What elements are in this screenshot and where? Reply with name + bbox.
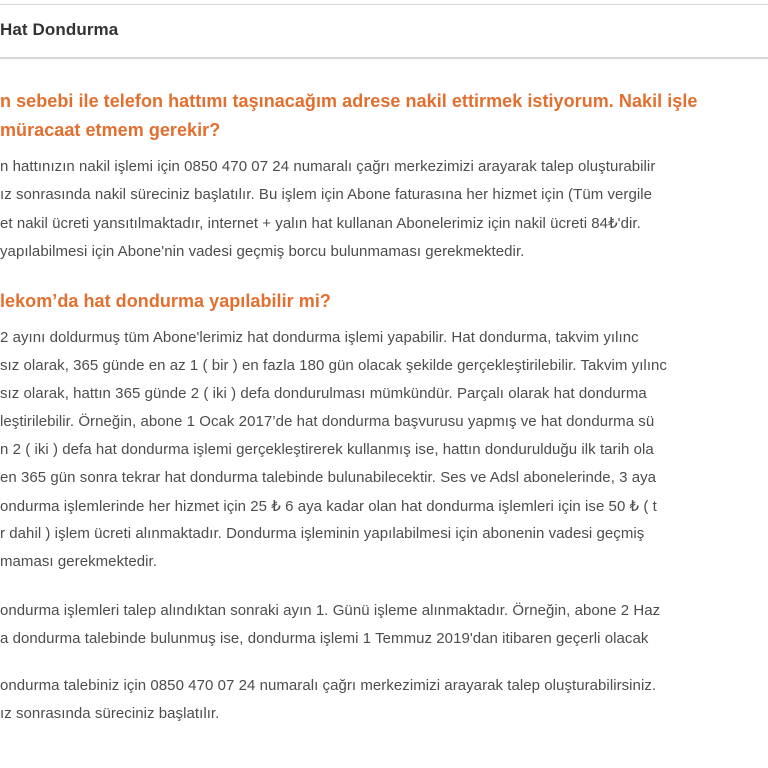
paragraph-line: r dahil ) işlem ücreti alınmaktadır. Dondurma işleminin yapılabilmesi için abonenin vadesi geçmiş [0, 525, 645, 542]
paragraph-line: a dondurma talebinde bulunmuş ise, dondurma işlemi 1 Temmuz 2019'dan itibaren geçerli olacak [0, 630, 649, 647]
paragraph-line: yapılabilmesi için Abone'nin vadesi geçmiş borcu bulunmaması gerekmektedir. [0, 243, 525, 260]
page-title: Hat Dondurma [0, 20, 119, 39]
paragraph-line: ız sonrasında süreciniz başlatılır. [0, 705, 220, 722]
paragraph-line: ondurma talebiniz için 0850 470 07 24 numaralı çağrı merkezimizi arayarak talep oluşturabilirsiniz. [0, 677, 657, 694]
paragraph-line: et nakil ücreti yansıtılmaktadır, internet + yalın hat kullanan Abonelerimiz için nakil ücreti 84₺'dir. [0, 215, 641, 232]
paragraph-line: ondurma işlemleri talep alındıktan sonraki ayın 1. Günü işleme alınmaktadır. Örneğin, abone 2 Haz [0, 602, 661, 619]
paragraph-line: leştirilebilir. Örneğin, abone 1 Ocak 2017’de hat dondurma başvurusu yapmış ve hat dondurma sü [0, 413, 655, 430]
paragraph-line: 2 ayını doldurmuş tüm Abone'lerimiz hat dondurma işlemi yapabilir. Hat dondurma, takvim yılınc [0, 329, 639, 346]
paragraph-line: n hattınızın nakil işlemi için 0850 470 07 24 numaralı çağrı merkezimizi arayarak talep oluşturabilir [0, 158, 656, 175]
section-heading-line: n sebebi ile telefon hattımı taşınacağım adrese nakil ettirmek istiyorum. Nakil işle [0, 91, 698, 111]
paragraph-line: maması gerekmektedir. [0, 553, 157, 570]
paragraph-line: sız olarak, hattın 365 günde 2 ( iki ) defa dondurulması mümkündür. Parçalı olarak hat dondurma [0, 385, 647, 402]
paragraph-line: ız sonrasında nakil süreciniz başlatılır. Bu işlem için Abone faturasına her hizmet için (Tüm vergile [0, 186, 653, 203]
paragraph-line: sız olarak, 365 günde en az 1 ( bir ) en fazla 180 gün olacak şekilde gerçekleştirilebilir. Takvim yılınc [0, 357, 667, 374]
section-heading-line: lekom’da hat dondurma yapılabilir mi? [0, 291, 331, 311]
paragraph-line: ondurma işlemlerinde her hizmet için 25 ₺ 6 aya kadar olan hat dondurma işlemleri için ise 50 ₺ ( t [0, 498, 657, 515]
paragraph-line: n 2 ( iki ) defa hat dondurma işlemi gerçekleştirerek kullanmış ise, hattın dondurulduğu ilk tarih ola [0, 441, 654, 458]
paragraph-line: en 365 gün sonra tekrar hat dondurma talebinde bulunabilecektir. Ses ve Adsl abonelerinde, 3 aya [0, 469, 657, 486]
section-heading-line: müracaat etmem gerekir? [0, 120, 221, 140]
